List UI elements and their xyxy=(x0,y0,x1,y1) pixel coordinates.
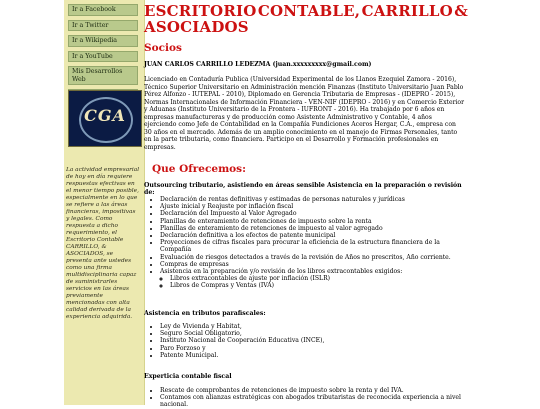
list-item: • Rescate de comprobantes de retenciones de impuesto sobre la renta y del IVA. xyxy=(160,387,478,394)
logo-text: CGA xyxy=(84,106,126,125)
partner-name: JUAN CARLOS CARRILLO LEDEZMA (juan.xxxxxxxxx@gmail.com) xyxy=(144,61,372,68)
page-title xyxy=(144,3,468,35)
sidebar xyxy=(64,0,145,405)
list-item: • Compras de empresas xyxy=(160,261,468,268)
list-item-text: Asistencia en la preparación y/o revisión de los libros extracontables exigidos: xyxy=(160,268,403,276)
title-word: CONTABLE, xyxy=(257,2,361,20)
list-item xyxy=(160,268,468,290)
nav-wikipedia-button[interactable]: Ir a Wikipedia xyxy=(68,35,138,47)
list-item: • Proyecciones de cifras fiscales para procurar la eficiencia de la estructura financiera de la Compañía xyxy=(160,239,468,253)
sub-list-item: ◦ Libros de Compras y Ventas (IVA) xyxy=(170,282,468,289)
title-line-2: ASOCIADOS xyxy=(144,18,249,36)
list-item: • Instituto Nacional de Cooperación Educativa (INCE), xyxy=(160,337,468,344)
experticia-title: Experticia contable fiscal xyxy=(144,373,232,380)
nav-web-projects-button[interactable]: Mis Desarrollos Web xyxy=(68,66,138,85)
parafiscales-title: Asistencia en tributos parafiscales: xyxy=(144,310,266,317)
list-item: • Declaración definitiva a los efectos de patente municipal xyxy=(160,232,468,239)
nav-youtube-button[interactable]: Ir a YouTube xyxy=(68,51,138,63)
title-word: ESCRITORIO xyxy=(144,2,257,20)
services-heading: Que Ofrecemos: xyxy=(152,163,246,175)
list-item: • Contamos con alianzas estratégicas con abogados tributaristas de reconocida experiencia a nivel nacional. xyxy=(160,394,478,408)
title-word: & xyxy=(454,2,468,20)
list-item: • Patente Municipal. xyxy=(160,352,468,359)
list-item: • Ajuste inicial y Reajuste por inflación fiscal xyxy=(160,203,468,210)
list-item: • Planillas de enteramiento de retenciones de impuesto al valor agregado xyxy=(160,225,468,232)
list-item: • Declaración de rentas definitivas y estimadas de personas naturales y jurídicas xyxy=(160,196,468,203)
list-item: • Declaración del Impuesto al Valor Agregado xyxy=(160,210,468,217)
outsourcing-title: Outsourcing tributario, asistiendo en áreas sensible Asistencia en la preparación o revisión de: xyxy=(144,182,462,196)
list-item: • Paro Forzoso y xyxy=(160,345,468,352)
outsourcing-list xyxy=(148,196,468,290)
company-logo xyxy=(68,90,142,147)
list-item: • Evaluación de riesgos detectados a través de la revisión de Años no prescritos, Año corriente. xyxy=(160,254,468,261)
nav-twitter-button[interactable]: Ir a Twitter xyxy=(68,20,138,32)
sub-list-item: ◦ Libros extracontables de ajuste por inflación (ISLR) xyxy=(170,275,468,282)
socios-heading: Socios xyxy=(144,42,182,54)
parafiscales-list xyxy=(148,323,468,359)
sidebar-blurb: La actividad empresarial de hoy en día requiere respuestas efectivas en el menor tiempo posible, especialmente en lo que se refiere a las áreas financieras, impositivas y legales. Como respuesta a dicho requerimiento, el Escritorio Contable CARRILLO, & ASOCIADOS, se presenta ante ustedes como una firma multidisciplinaria capaz de suministrarles servicios en las áreas previamente mencionadas con alta calidad derivada de la experiencia adquirida. xyxy=(66,167,140,320)
title-line-1 xyxy=(144,3,468,19)
experticia-list xyxy=(148,387,478,409)
list-item: • Ley de Vivienda y Habitat, xyxy=(160,323,468,330)
title-word: CARRILLO xyxy=(361,2,453,20)
list-item: • Seguro Social Obligatorio, xyxy=(160,330,468,337)
partner-bio: Licenciado en Contaduría Publica (Universidad Experimental de los Llanos Ezequiel Zamora - 2016), Técnico Superior Universitario en Administración mención Finanzas (Instituto Universitario Juan Pablo Pérez Alfonzo - IUTEPAL - 2010), Diplomado en Gerencia Tributaria de Empresas - (IDEPRO - 2015), Normas Internacionales de Información Financiera - VEN-NIF (IDEPRO - 2016) y en Comercio Exterior y Aduanas (Instituto Universitario de la Frontera - IUFRONT - 2016). Ha trabajado por 6 años en empresas manufactureras y de producción como Asistente Administrativo y Contable, 4 años ejerciendo como Jefe de Contabilidad en la Compañía Fundiciones Aceros Hergar, C.A., empresa con 30 años en el mercado. Además de un amplio conocimiento en el manejo de Firmas Personales, tanto en la parte tributaria, como financiera. Participo en el Desarrollo y Formación profesionales en empresas. xyxy=(144,76,465,151)
nav-facebook-button[interactable]: Ir a Facebook xyxy=(68,4,138,16)
list-item: • Planillas de enteramiento de retenciones de impuesto sobre la renta xyxy=(160,218,468,225)
